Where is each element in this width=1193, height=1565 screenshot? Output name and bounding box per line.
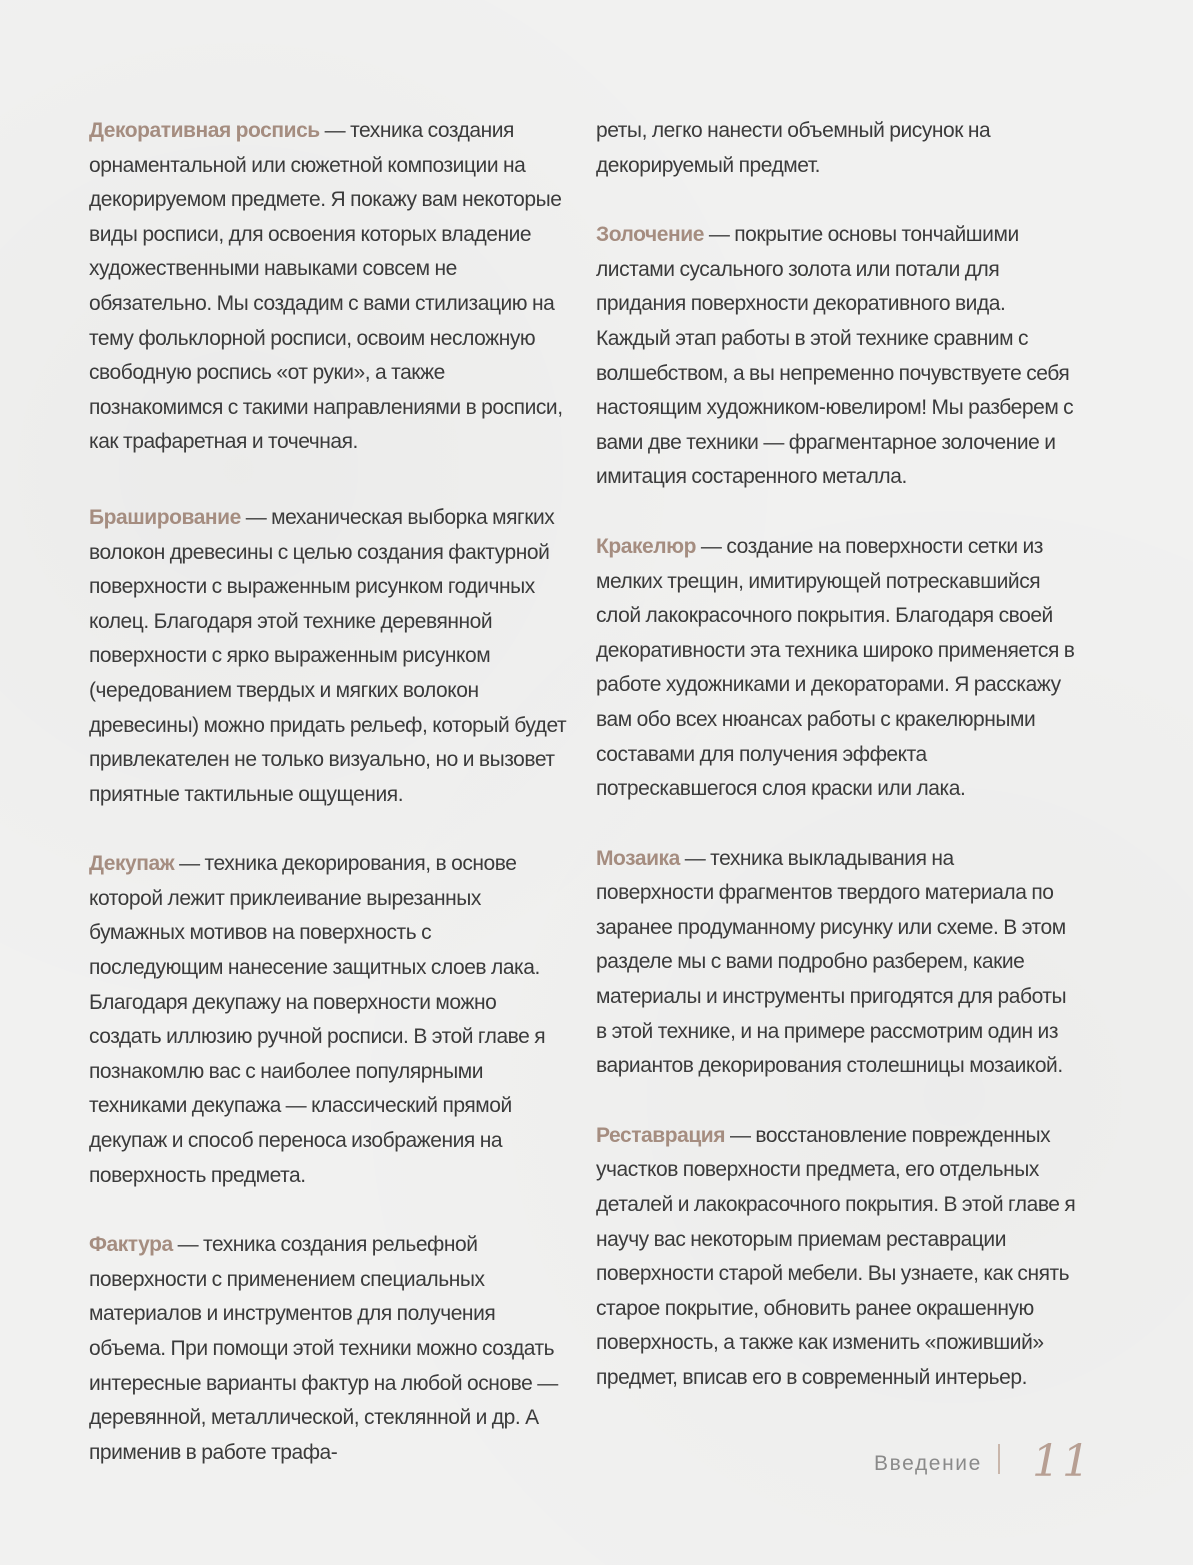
term-mosaic: Мозаика	[596, 846, 680, 870]
paragraph-mosaic	[596, 842, 1076, 1084]
right-column	[596, 114, 1076, 1396]
paragraph-text: реты, легко нанести объемный рисунок на декорируемый предмет.	[596, 119, 991, 177]
paragraph-text: — техника выкладывания на поверхности фрагментов твердого материала по заранее продуманному рисунку или схеме. В этом разделе мы с вами подробно разберем, какие материалы и инструменты пригодятся для работы в этой технике, и на примере рассмотрим один из вариантов декорирования столешницы мозаикой.	[596, 846, 1067, 1078]
paragraph-brushing	[89, 501, 567, 812]
term-restoration: Реставрация	[596, 1123, 726, 1147]
term-texture: Фактура	[89, 1233, 173, 1257]
footer-section-title: Введение	[874, 1452, 982, 1475]
paragraph-decoupage	[89, 847, 567, 1193]
paragraph-texture	[89, 1228, 567, 1470]
paragraph-continuation	[596, 114, 1076, 183]
paragraph-text: — покрытие основы тончайшими листами сусального золота или потали для придания поверхности декоративного вида. Каждый этап работы в этой технике сравним с волшебством, а вы непременно почувствуете себя настоящим художником-ювелиром! Мы разберем с вами две техники — фрагментарное золочение и имитация состаренного металла.	[596, 223, 1074, 489]
page-footer	[874, 1436, 1092, 1494]
term-decorative-painting: Декоративная роспись	[89, 119, 320, 142]
term-craquelure: Кракелюр	[596, 534, 697, 558]
term-brushing: Браширование	[89, 505, 241, 529]
term-gilding: Золочение	[596, 223, 704, 247]
paragraph-restoration	[596, 1119, 1076, 1396]
paragraph-text: — восстановление поврежденных участков поверхности предмета, его отдельных деталей и лакокрасочного покрытия. В этой главе я научу вас некоторым приемам реставрации поверхности старой мебели. Вы узнаете, как снять старое покрытие, обновить ранее окрашенную поверхность, а также как изменить «поживший» предмет, вписав его в современный интерьер.	[596, 1123, 1076, 1389]
paragraph-decorative-painting	[89, 114, 567, 460]
left-column	[89, 114, 567, 1470]
term-decoupage: Декупаж	[89, 852, 175, 876]
paragraph-text: — техника декорирования, в основе которой лежит приклеивание вырезанных бумажных мотивов на поверхность с последующим нанесение защитных слоев лака. Благодаря декупажу на поверхности можно создать иллюзию ручной росписи. В этой главе я познакомлю вас с наиболее популярными техниками декупажа — классический прямой декупаж и способ переноса изображения на поверхность предмета.	[89, 852, 546, 1187]
paragraph-gilding	[596, 218, 1076, 495]
paragraph-text: — создание на поверхности сетки из мелких трещин, имитирующей потрескавшийся слой лакокрасочного покрытия. Благодаря своей декоративности эта техника широко применяется в работе художниками и декораторами. Я расскажу вам обо всех нюансах работы с кракелюрными составами для получения эффекта потрескавшегося слоя краски или лака.	[596, 534, 1075, 801]
paragraph-craquelure	[596, 530, 1076, 807]
paragraph-text: — механическая выборка мягких волокон древесины с целью создания фактурной поверхности с выраженным рисунком годичных колец. Благодаря этой технике деревянной поверхности с ярко выраженным рисунком (чередованием твердых и мягких волокон древесины) можно придать рельеф, который будет привлекателен не только визуально, но и вызовет приятные тактильные ощущения.	[89, 505, 567, 806]
paragraph-text: — техника создания рельефной поверхности с применением специальных материалов и инструментов для получения объема. При помощи этой техники можно создать интересные варианты фактур на любой основе — деревянной, металлической, стеклянной и др. А применив в работе трафа-	[89, 1233, 558, 1464]
footer-divider	[998, 1444, 1000, 1474]
paragraph-text: — техника создания орнаментальной или сюжетной композиции на декорируемом предмете. Я покажу вам некоторые виды росписи, для освоения которых владение художественными навыками совсем не обязательно. Мы создадим с вами стилизацию на тему фольклорной росписи, освоим несложную свободную роспись «от руки», а также познакомимся с такими направлениями в росписи, как трафаретная и точечная.	[89, 119, 563, 454]
page-number: 11	[1032, 1436, 1092, 1487]
